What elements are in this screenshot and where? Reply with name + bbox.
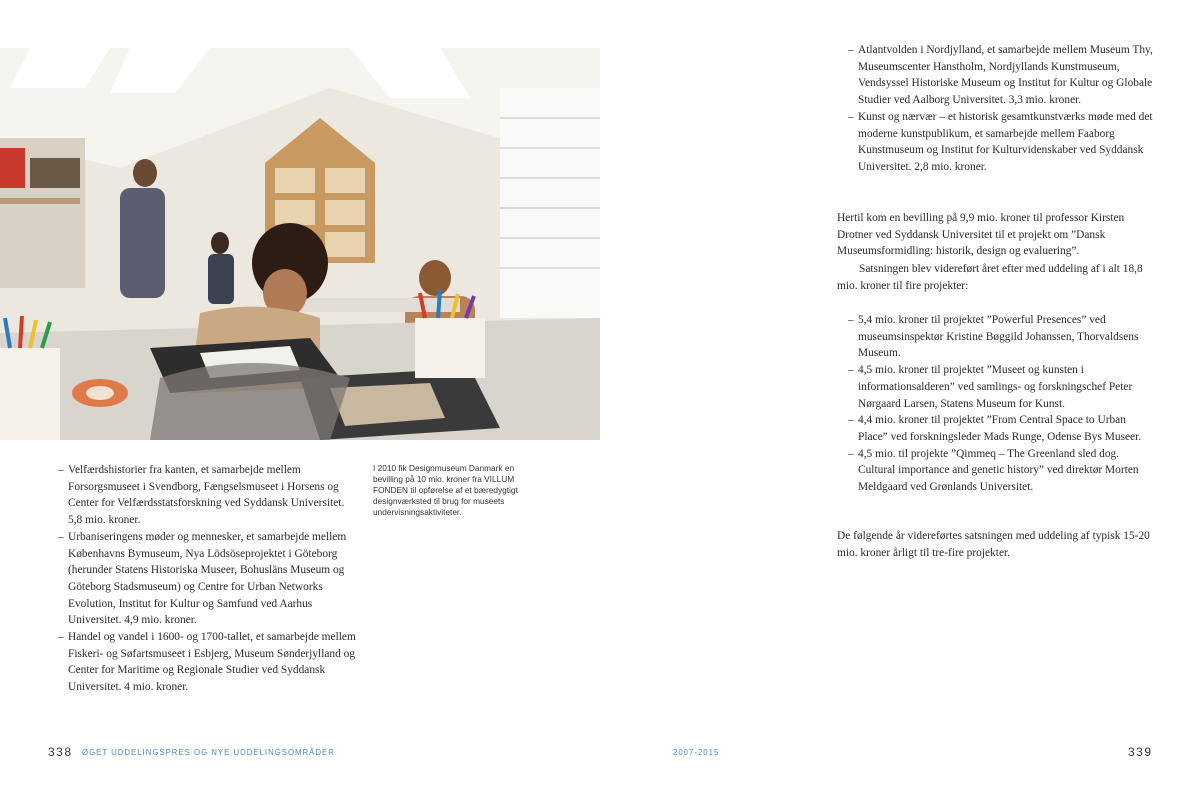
list-item-text: Velfærdshistorier fra kanten, et samarbejde mellem Forsorgsmuseet i Svendborg, Fængselsmuseet i Horsens og Center for Velfærdsstatsforskning ved Syddansk Universitet. 5,8 mio. kroner. [68,464,345,527]
list-item-text: 4,5 mio. kroner til projektet ”Museet og kunsten i informationsalderen” ved samlings- og forskningschef Peter Nørgaard Larsen, Statens Museum for Kunst. [858,364,1133,410]
list-item: – Kunst og nærvær – et historisk gesamtkunstværks møde med det moderne kunstpublikum, et samarbejde mellem Faaborg Kunstmuseum og Institut for Kulturvidenskaber ved Syddansk Universitet. 2,8 mio. kroner. [848,110,1153,173]
paragraph-grant: Hertil kom en bevilling på 9,9 mio. kroner til professor Kirsten Drotner ved Syddansk Universitet til et projekt om ”Dansk Museumsformidling: historik, design og evaluering”. [837,212,1125,258]
photo-caption: I 2010 fik Designmuseum Danmark en bevilling på 10 mio. kroner fra VILLUM FONDEN til opførelse af et bæredygtigt designværksted til brug for museets undervisningsaktiviteter. [373,463,518,518]
right-top-bullet-list [848,42,1154,176]
list-item-text: 4,5 mio. til projekte ”Qimmeq – The Greenland sled dog. Cultural importance and genetic history” ved direktør Morten Meldgaard ved Grønlands Universitet. [858,447,1139,494]
list-item-text: Kunst og nærvær – et historisk gesamtkunstværks møde med det moderne kunstpublikum, et samarbejde mellem Faaborg Kunstmuseum og Institut for Kulturvidenskaber ved Syddansk Universitet. 2,8 mio. kroner. [858,110,1153,173]
workshop-photo [0,48,600,440]
list-item-text: Atlantvolden i Nordjylland, et samarbejde mellem Museum Thy, Museumscenter Hanstholm, Nordjyllands Kunstmuseum, Vendsyssel Historiske Museum og Institut for Kultur og Globale Studier ved Aalborg Universitet. 3,3 mio. kroner. [858,44,1153,107]
list-item: – 4,5 mio. kroner til projektet ”Museet og kunsten i informationsalderen” ved samlings- og forskningschef Peter Nørgaard Larsen, Statens Museum for Kunst. [848,364,1133,410]
page-number-left: 338 [48,745,73,759]
workshop-photo-illustration [0,48,600,440]
paragraph-following-years: De følgende år videreførtes satsningen med uddeling af typisk 15-20 mio. kroner årligt til tre-fire projekter. [837,530,1150,559]
running-header-section: ØGET UDDELINGSPRES OG NYE UDDELINGSOMRÅDER [82,748,335,757]
list-item: – Atlantvolden i Nordjylland, et samarbejde mellem Museum Thy, Museumscenter Hanstholm, Nordjyllands Kunstmuseum, Vendsyssel Historiske Museum og Institut for Kultur og Globale Studier ved Aalborg Universitet. 3,3 mio. kroner. [848,44,1153,107]
list-item: – Handel og vandel i 1600- og 1700-tallet, et samarbejde mellem Fiskeri- og Søfartsmuseet i Esbjerg, Museum Sønderjylland og Center for Maritime og Regionale Studier ved Syddansk Universitet. 4 mio. kroner. [58,631,356,694]
list-item-text: Urbaniseringens møder og mennesker, et samarbejde mellem Københavns Bymuseum, Nya Lödsöseprojektet i Göteborg (herunder Statens Historiska Museer, Bohusläns Museum og Göteborg Stadsmuseum) og Centre for Urban Networks Evolution, Institut for Kultur og Samfund ved Aarhus Universitet. 4,9 mio. kroner. [68,530,347,627]
list-item: – 4,5 mio. til projekte ”Qimmeq – The Greenland sled dog. Cultural importance and genetic history” ved direktør Morten Meldgaard ved Grønlands Universitet. [848,447,1139,494]
list-item-text: 5,4 mio. kroner til projektet ”Powerful Presences” ved museumsinspektør Kristine Bøggild Johanssen, Thorvaldsens Museum. [858,314,1139,360]
list-item: – 5,4 mio. kroner til projektet ”Powerful Presences” ved museumsinspektør Kristine Bøggild Johanssen, Thorvaldsens Museum. [848,314,1139,360]
running-header-years: 2007-2015 [673,748,720,757]
list-item: – 4,4 mio. kroner til projektet ”From Central Space to Urban Place” ved forskningsleder Mads Runge, Odense Bys Museer. [848,414,1142,443]
left-bullet-list [58,462,360,696]
list-item: – Urbaniseringens møder og mennesker, et samarbejde mellem Københavns Bymuseum, Nya Lödsöseprojektet i Göteborg (herunder Statens Historiska Museer, Bohusläns Museum og Göteborg Stadsmuseum) og Centre for Urban Networks Evolution, Institut for Kultur og Samfund ved Aarhus Universitet. 4,9 mio. kroner. [58,530,347,627]
page-number-right: 339 [1128,745,1153,759]
list-item-text: 4,4 mio. kroner til projektet ”From Central Space to Urban Place” ved forskningsleder Mads Runge, Odense Bys Museer. [858,414,1142,443]
paragraph-continuation: Satsningen blev videreført året efter med uddeling af i alt 18,8 mio. kroner til fire projekter: [837,263,1143,292]
list-item: – Velfærdshistorier fra kanten, et samarbejde mellem Forsorgsmuseet i Svendborg, Fængselsmuseet i Horsens og Center for Velfærdsstatsforskning ved Syddansk Universitet. 5,8 mio. kroner. [58,464,345,527]
list-item-text: Handel og vandel i 1600- og 1700-tallet, et samarbejde mellem Fiskeri- og Søfartsmuseet i Esbjerg, Museum Sønderjylland og Center for Maritime og Regionale Studier ved Syddansk Universitet. 4 mio. kroner. [68,631,356,694]
right-mid-bullet-list [848,312,1154,496]
